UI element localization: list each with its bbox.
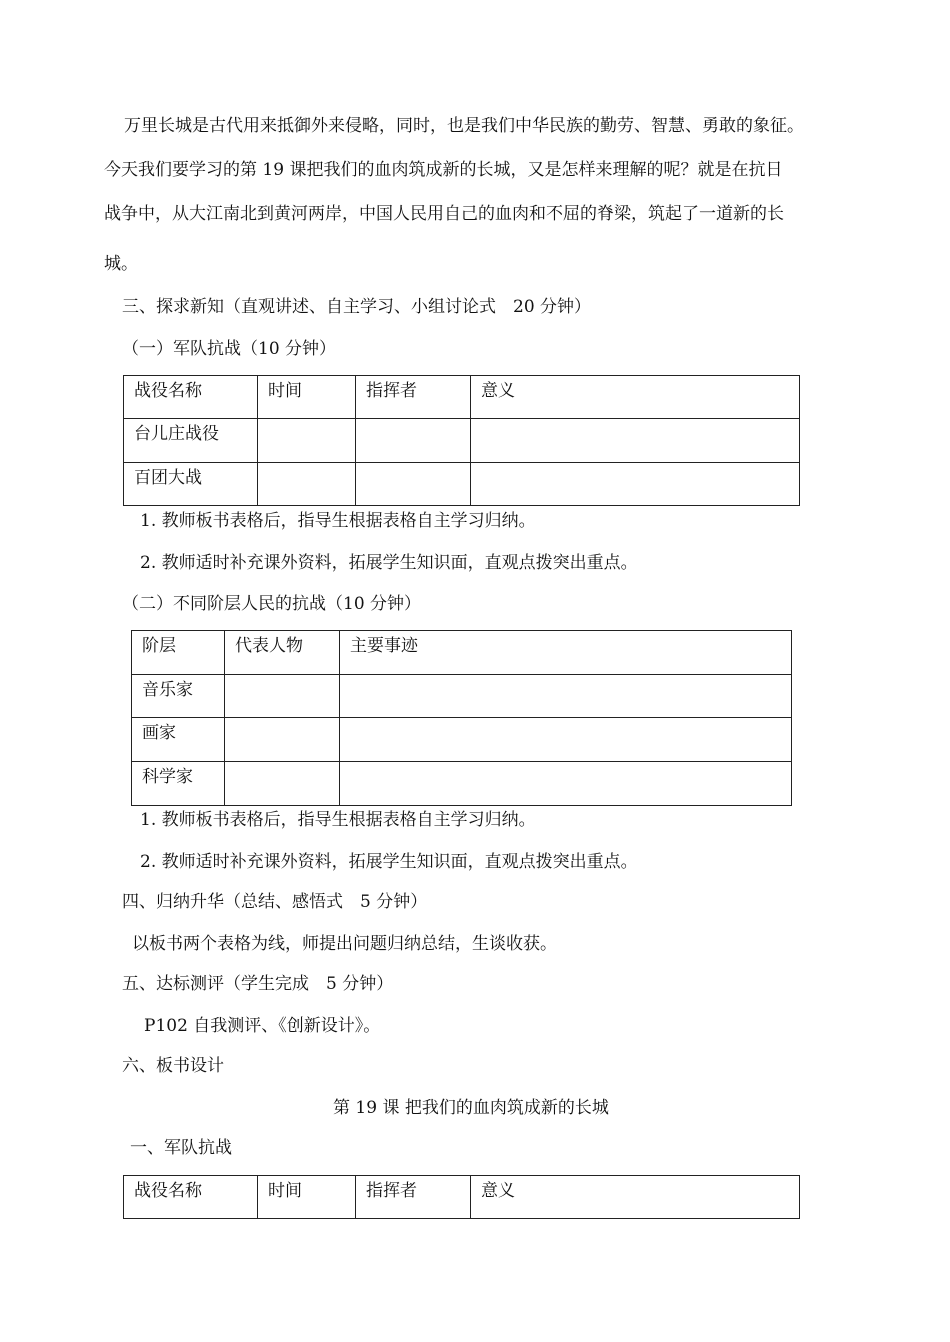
table-header-cell: 战役名称 (124, 376, 258, 419)
table-row (124, 463, 800, 506)
table-header-row (124, 376, 800, 419)
table-cell (225, 675, 340, 718)
social-class-table (131, 630, 792, 806)
section-3-heading: 三、探求新知（直观讲述、自主学习、小组讨论式 20 分钟） (122, 297, 592, 317)
table-header-cell: 指挥者 (356, 376, 471, 419)
section-6-heading: 六、板书设计 (122, 1056, 224, 1076)
section-3-1-note-2: 2. 教师适时补充课外资料，拓展学生知识面，直观点拨突出重点。 (140, 553, 638, 573)
board-design-title: 第 19 课 把我们的血肉筑成新的长城 (333, 1098, 609, 1118)
table-header-cell: 时间 (258, 1176, 356, 1219)
intro-line-3: 战争中，从大江南北到黄河两岸，中国人民用自己的血肉和不屈的脊梁，筑起了一道新的长 (104, 204, 784, 224)
table-cell (356, 463, 471, 506)
table-header-cell: 时间 (258, 376, 356, 419)
intro-line-4: 城。 (104, 254, 138, 274)
section-3-2-note-2: 2. 教师适时补充课外资料，拓展学生知识面，直观点拨突出重点。 (140, 852, 638, 872)
table-header-cell: 意义 (471, 376, 800, 419)
table-cell (258, 419, 356, 463)
table-cell (340, 718, 792, 762)
table-header-row (132, 631, 792, 675)
table-cell (225, 718, 340, 762)
table-cell (225, 762, 340, 806)
section-5-text: P102 自我测评、《创新设计》。 (144, 1016, 381, 1036)
section-3-1-heading: （一）军队抗战（10 分钟） (122, 339, 337, 359)
table-row (124, 419, 800, 463)
section-4-heading: 四、归纳升华（总结、感悟式 5 分钟） (122, 892, 428, 912)
table-row (132, 718, 792, 762)
table-row (132, 762, 792, 806)
intro-line-1: 万里长城是古代用来抵御外来侵略，同时，也是我们中华民族的勤劳、智慧、勇敢的象征。 (124, 116, 804, 136)
section-3-2-note-1: 1. 教师板书表格后，指导生根据表格自主学习归纳。 (140, 810, 536, 830)
section-5-heading: 五、达标测评（学生完成 5 分钟） (122, 974, 394, 994)
table-cell (258, 463, 356, 506)
section-3-2-heading: （二）不同阶层人民的抗战（10 分钟） (122, 594, 422, 614)
table-cell (471, 463, 800, 506)
table-cell: 画家 (132, 718, 225, 762)
board-army-battle-table (123, 1175, 800, 1219)
table-cell: 台儿庄战役 (124, 419, 258, 463)
table-header-cell: 战役名称 (124, 1176, 258, 1219)
table-cell: 科学家 (132, 762, 225, 806)
table-cell: 音乐家 (132, 675, 225, 718)
table-header-cell: 意义 (471, 1176, 800, 1219)
intro-line-2: 今天我们要学习的第 19 课把我们的血肉筑成新的长城，又是怎样来理解的呢？就是在抗日 (104, 160, 783, 180)
army-battle-table (123, 375, 800, 506)
table-row (132, 675, 792, 718)
table-cell (340, 762, 792, 806)
table-cell (356, 419, 471, 463)
section-3-1-note-1: 1. 教师板书表格后，指导生根据表格自主学习归纳。 (140, 511, 536, 531)
table-header-cell: 主要事迹 (340, 631, 792, 675)
section-4-text: 以板书两个表格为线，师提出问题归纳总结，生谈收获。 (132, 934, 557, 954)
table-cell (340, 675, 792, 718)
table-header-cell: 阶层 (132, 631, 225, 675)
board-design-sub-heading: 一、军队抗战 (130, 1138, 232, 1158)
table-cell (471, 419, 800, 463)
table-header-cell: 代表人物 (225, 631, 340, 675)
table-cell: 百团大战 (124, 463, 258, 506)
table-header-row (124, 1176, 800, 1219)
table-header-cell: 指挥者 (356, 1176, 471, 1219)
